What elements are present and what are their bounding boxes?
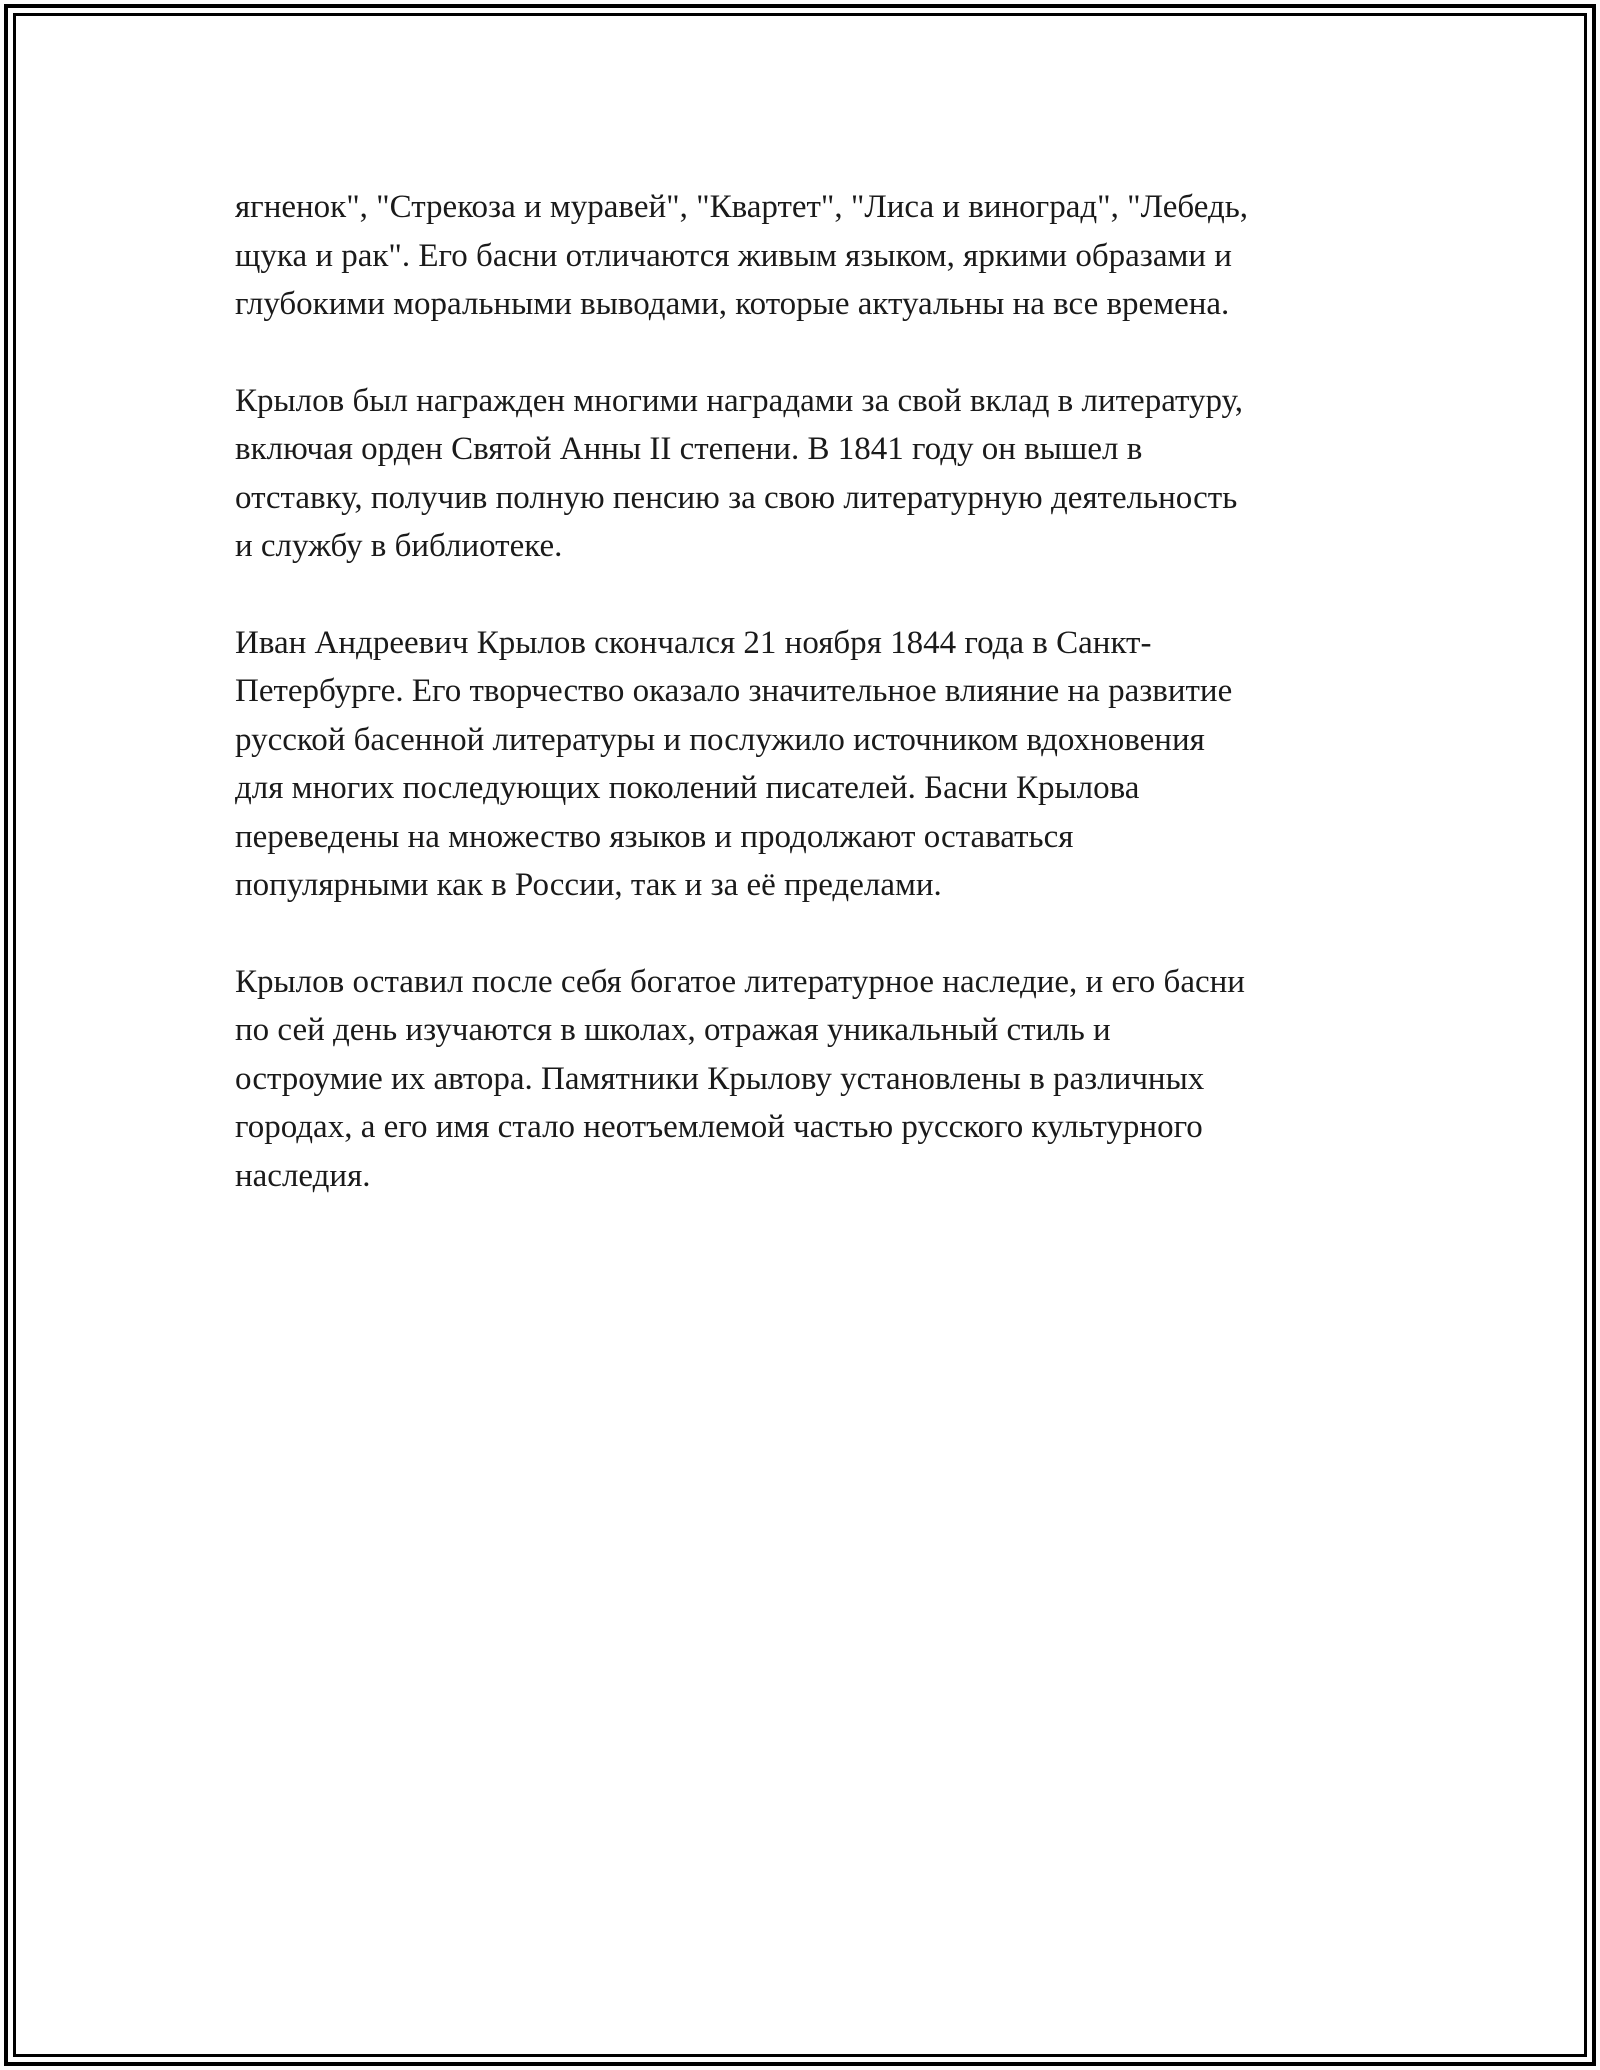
document-body xyxy=(235,183,1380,1248)
paragraph-awards: Крылов был награжден многими наградами за свой вклад в литературу, включая орден Святой Анны II степени. В 1841 году он вышел в отставку, получив полную пенсию за свою литературную деятельность и службу в библиотеке. xyxy=(235,382,1243,564)
paragraph-death-legacy: Иван Андреевич Крылов скончался 21 ноября 1844 года в Санкт- Петербурге. Его творчество оказало значительное влияние на развитие русской басенной литературы и послужило источником вдохновения для многих последующих поколений писателей. Басни Крылова переведены на множество языков и продолжают оставаться популярными как в России, так и за её пределами. xyxy=(235,624,1233,903)
paragraph-heritage: Крылов оставил после себя богатое литературное наследие, и его басни по сей день изучаются в школах, отражая уникальный стиль и остроумие их автора. Памятники Крылову установлены в различных городах, а его имя стало неотъемлемой частью русского культурного наследия. xyxy=(235,963,1245,1194)
paragraph-fables-list: ягненок", "Стрекоза и муравей", "Квартет", "Лиса и виноград", "Лебедь, щука и рак". Его басни отличаются живым языком, яркими образами и глубокими моральными выводами, которые актуальны на все времена. xyxy=(235,189,1249,322)
